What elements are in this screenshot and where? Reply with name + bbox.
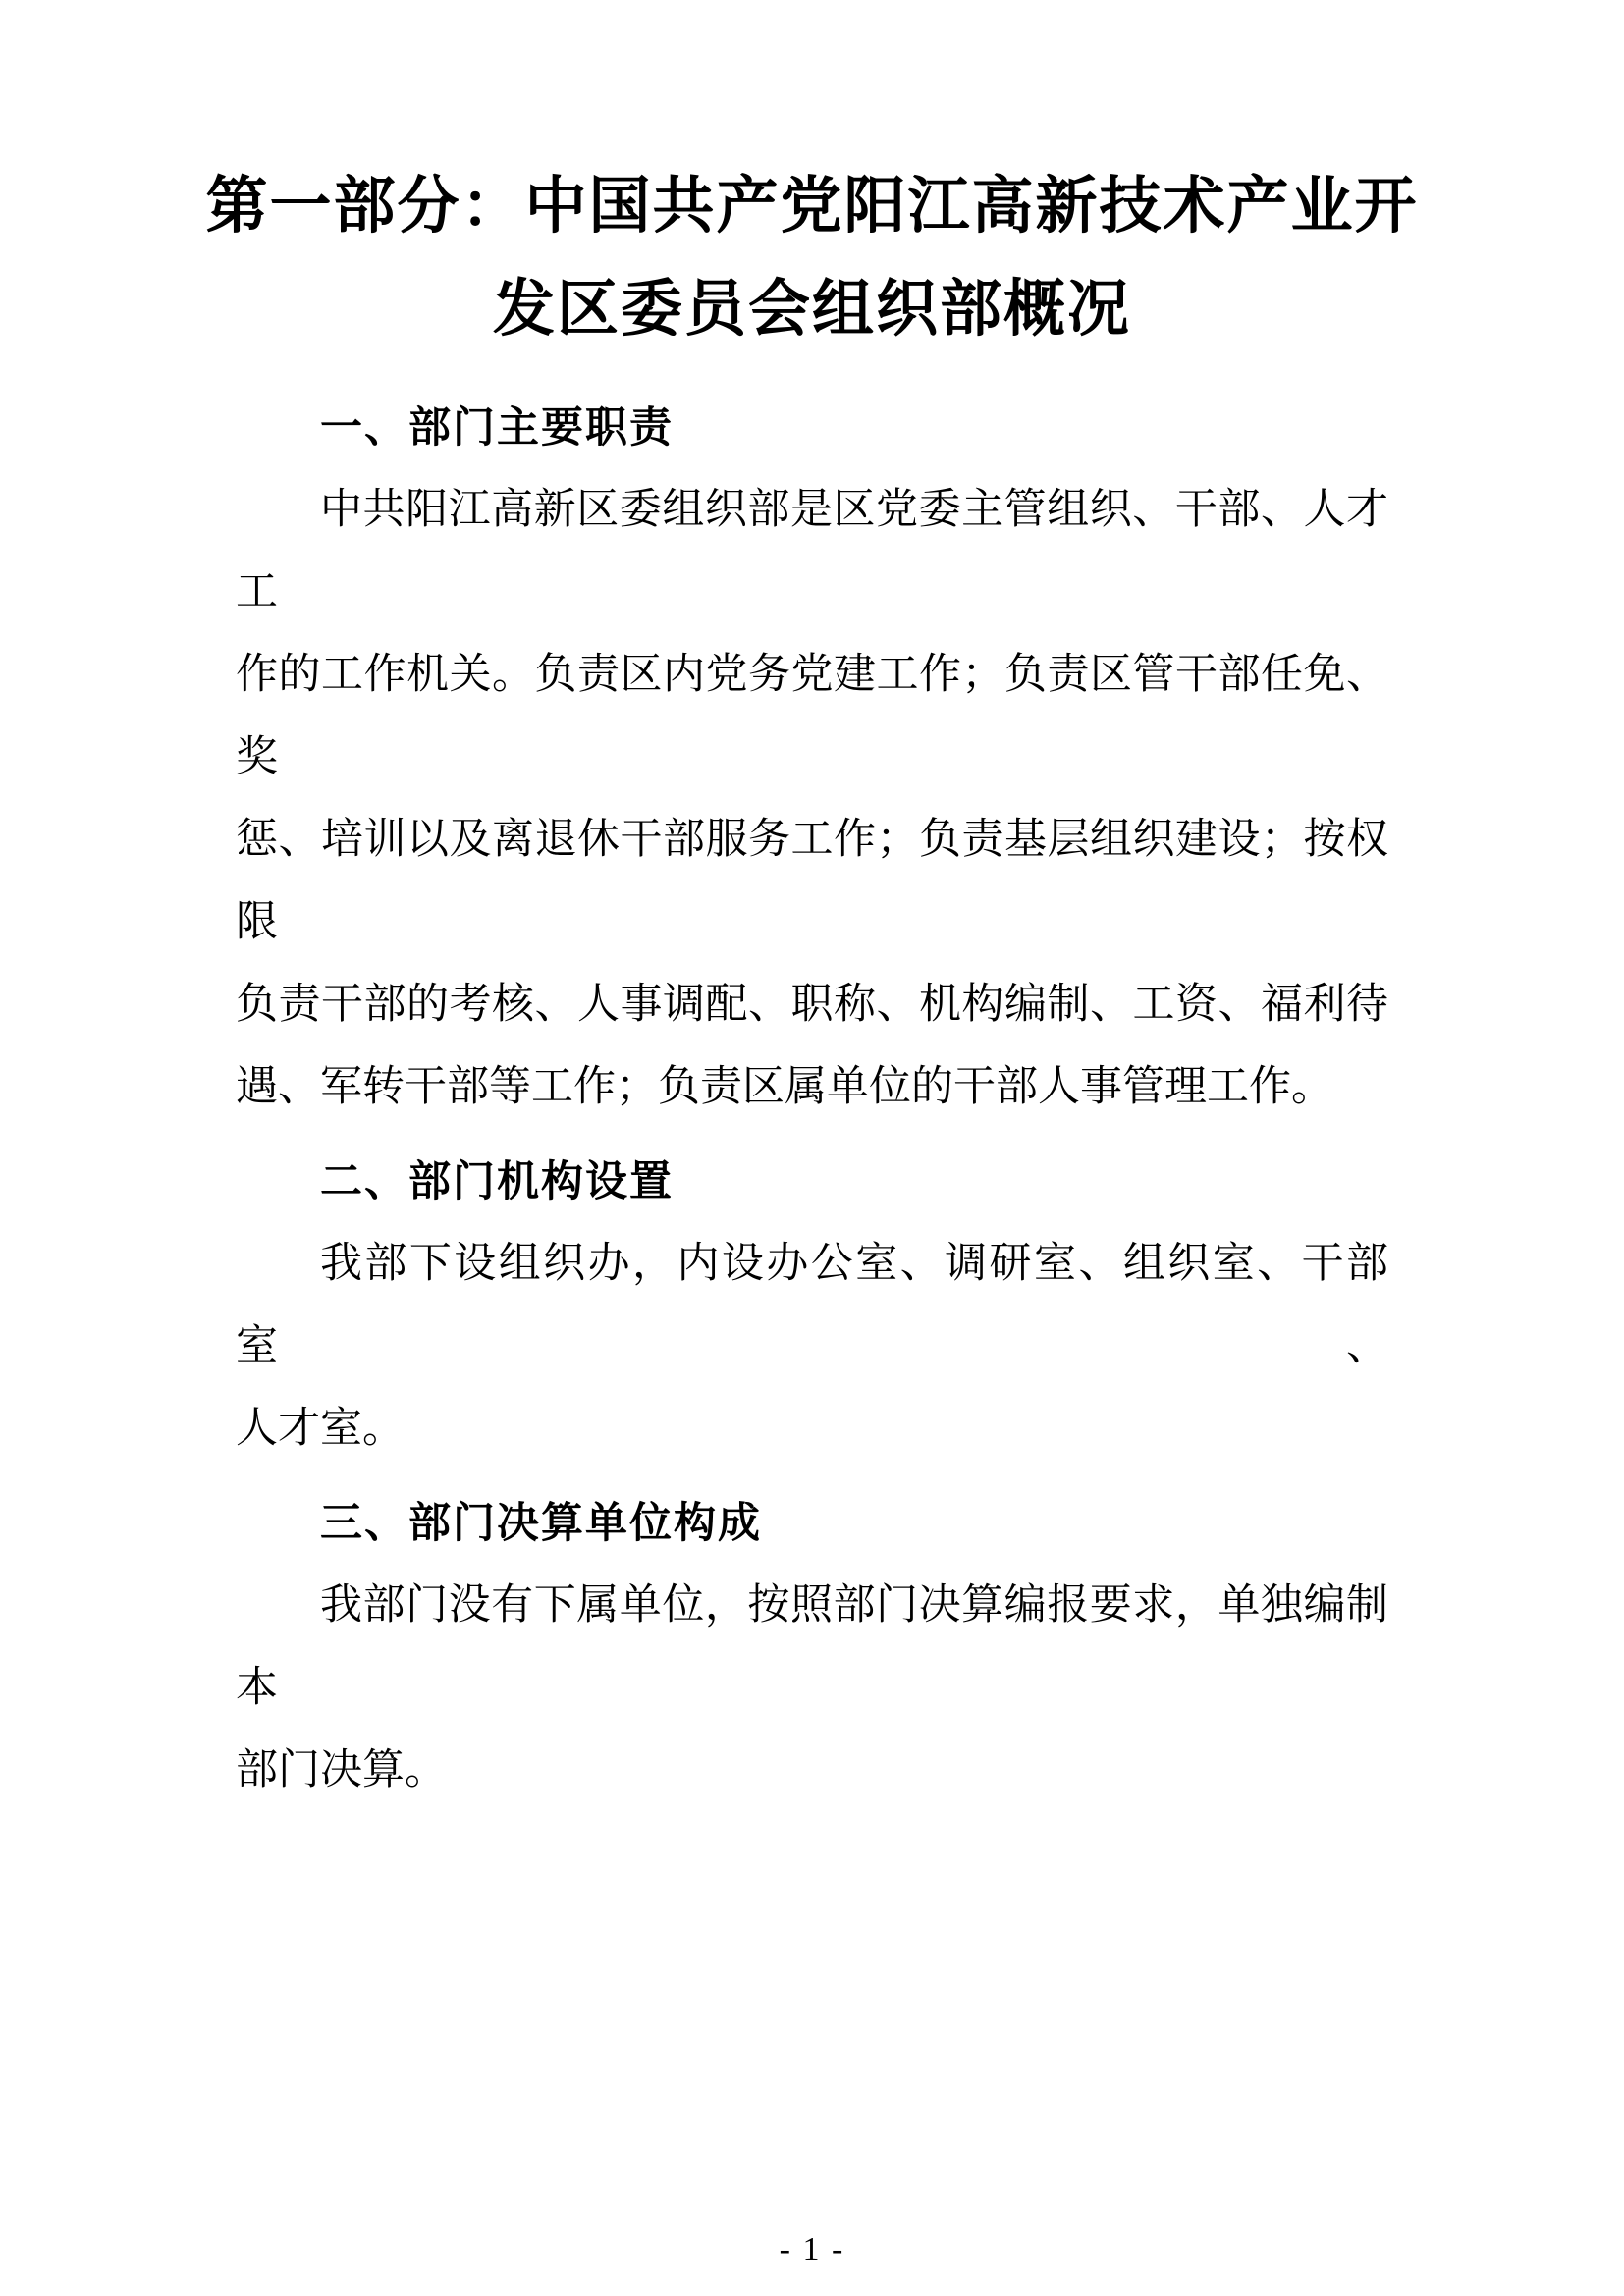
title-line-2: 发区委员会组织部概况 (493, 275, 1131, 344)
document-content (236, 387, 1388, 1812)
text-line: 作的工作机关。负责区内党务党建工作；负责区管干部任免、奖 (236, 652, 1388, 780)
section-heading-1: 一、部门主要职责 (320, 404, 674, 452)
page-number: - 1 - (779, 2231, 845, 2268)
document-title (0, 0, 1624, 361)
section-heading-3: 三、部门决算单位构成 (320, 1500, 762, 1547)
text-line: 遇、军转干部等工作；负责区属单位的干部人事管理工作。 (236, 1064, 1333, 1110)
paragraph (236, 1565, 1388, 1812)
paragraph (236, 1223, 1388, 1470)
title-line-1: 第一部分：中国共产党阳江高新技术产业开 (205, 172, 1419, 240)
text-line: 负责干部的考核、人事调配、职称、机构编制、工资、福利待 (236, 982, 1388, 1028)
paragraph (236, 469, 1388, 1129)
text-line: 部门决算。 (236, 1747, 447, 1793)
text-line: 中共阳江高新区委组织部是区党委主管组织、干部、人才工 (236, 487, 1388, 615)
text-line: 我部门没有下属单位，按照部门决算编报要求，单独编制本 (236, 1582, 1388, 1711)
text-line: 惩、培训以及离退休干部服务工作；负责基层组织建设；按权限 (236, 817, 1388, 945)
section-heading-2: 二、部门机构设置 (320, 1158, 674, 1205)
text-line: 我部下设组织办，内设办公室、调研室、组织室、干部室、 (236, 1241, 1388, 1369)
text-line: 人才室。 (236, 1406, 405, 1452)
